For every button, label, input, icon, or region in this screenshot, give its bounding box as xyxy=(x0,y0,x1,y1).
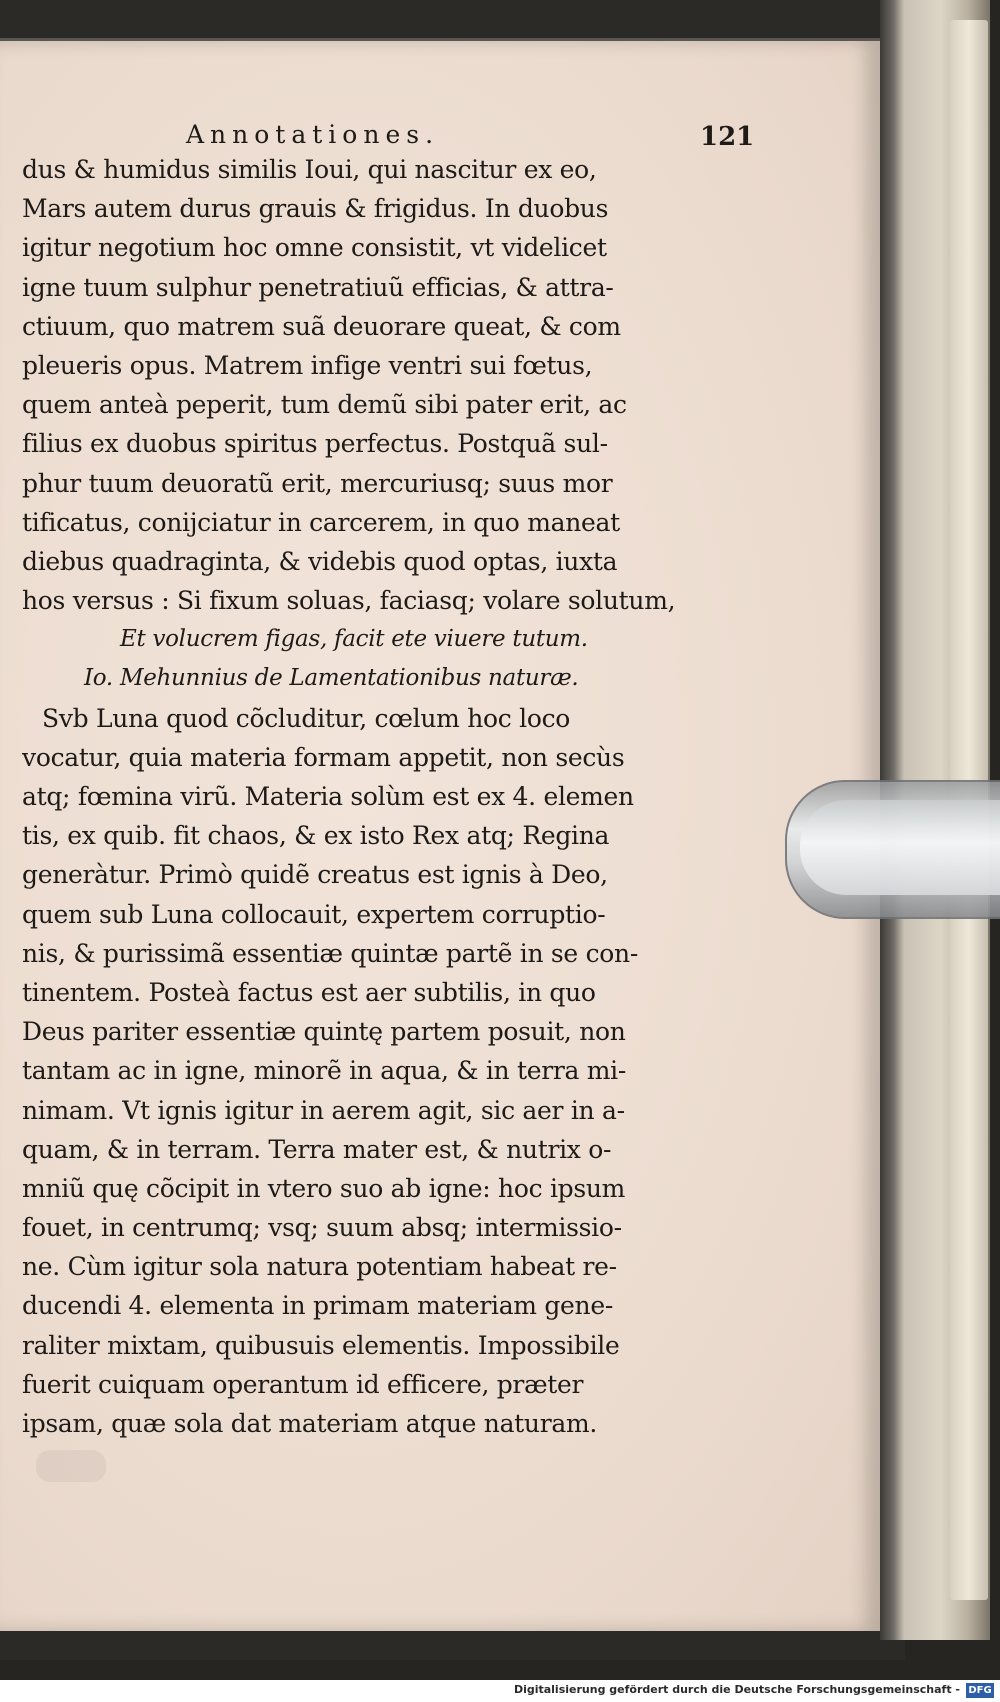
text-line: tificatus, conijciatur in carcerem, in quo maneat xyxy=(22,507,620,537)
text-line: Svb Luna quod cõcluditur, cœlum hoc loco xyxy=(42,703,571,733)
text-line: fuerit cuiquam operantum id efficere, præter xyxy=(22,1369,584,1399)
text-line: vocatur, quia materia formam appetit, non secùs xyxy=(22,742,625,772)
ink-smudge xyxy=(36,1450,106,1482)
text-line: tis, ex quib. fit chaos, & ex isto Rex atq; Regina xyxy=(22,821,610,851)
text-line: quam, & in terram. Terra mater est, & nutrix o- xyxy=(22,1134,612,1164)
text-line: tinentem. Posteà factus est aer subtilis, in quo xyxy=(22,977,596,1007)
text-line: generàtur. Primò quidẽ creatus est ignis à Deo, xyxy=(22,860,608,890)
text-line: nimam. Vt ignis igitur in aerem agit, sic aer in a- xyxy=(22,1095,625,1125)
footer-credit: Digitalisierung gefördert durch die Deutsche Forschungsgemeinschaft - xyxy=(513,1683,960,1696)
verse-line: Et volucrem figas, facit ete viuere tutum. xyxy=(120,626,588,653)
text-line: Deus pariter essentiæ quintę partem posuit, non xyxy=(22,1017,626,1047)
text-line: ne. Cùm igitur sola natura potentiam habeat re- xyxy=(22,1252,617,1282)
page-text xyxy=(22,150,748,1443)
text-line: atq; fœmina virũ. Materia solùm est ex 4. elemen xyxy=(22,782,634,811)
section-heading: Io. Mehunnius de Lamentationibus naturæ. xyxy=(84,665,579,692)
text-line: quem sub Luna collocauit, expertem corruptio- xyxy=(22,899,606,929)
text-line: ipsam, quæ sola dat materiam atque naturam. xyxy=(22,1409,598,1438)
text-line: dus & humidus similis Ioui, qui nascitur ex eo, xyxy=(22,155,597,184)
page-number: 121 xyxy=(700,122,755,152)
text-line: fouet, in centrumq; vsq; suum absq; intermissio- xyxy=(22,1213,622,1243)
text-line: quem anteà peperit, tum demũ sibi pater erit, ac xyxy=(22,390,627,420)
text-line: Mars autem durus grauis & frigidus. In duobus xyxy=(22,194,609,224)
text-line: pleueris opus. Matrem infige ventri sui fœtus, xyxy=(22,350,593,380)
text-line: igne tuum sulphur penetratiuũ efficias, & attra- xyxy=(22,272,614,302)
dfg-logo: DFG xyxy=(966,1683,994,1698)
text-line: raliter mixtam, quibusuis elementis. Impossibile xyxy=(22,1330,620,1360)
running-head: Annotationes. xyxy=(186,120,440,149)
digitization-footer xyxy=(0,1680,1000,1702)
text-line: diebus quadraginta, & videbis quod optas, iuxta xyxy=(22,546,618,576)
text-line: igitur negotium hoc omne consistit, vt videlicet xyxy=(22,233,607,263)
text-line: phur tuum deuoratũ erit, mercuriusq; suus mor xyxy=(22,468,613,498)
text-line: nis, & purissimã essentiæ quintæ partẽ in se con- xyxy=(22,938,638,968)
text-line: mniũ quę cõcipit in vtero suo ab igne: hoc ipsum xyxy=(22,1173,626,1203)
text-line: tantam ac in igne, minorẽ in aqua, & in terra mi- xyxy=(22,1056,627,1086)
text-line: ducendi 4. elementa in primam materiam gene- xyxy=(22,1291,613,1321)
text-line: filius ex duobus spiritus perfectus. Postquã sul- xyxy=(22,429,608,459)
text-line: ctiuum, quo matrem suã deuorare queat, & com xyxy=(22,311,621,341)
text-line: hos versus : Si fixum soluas, faciasq; volare solutum, xyxy=(22,586,676,616)
page-clip-highlight xyxy=(800,800,1000,895)
